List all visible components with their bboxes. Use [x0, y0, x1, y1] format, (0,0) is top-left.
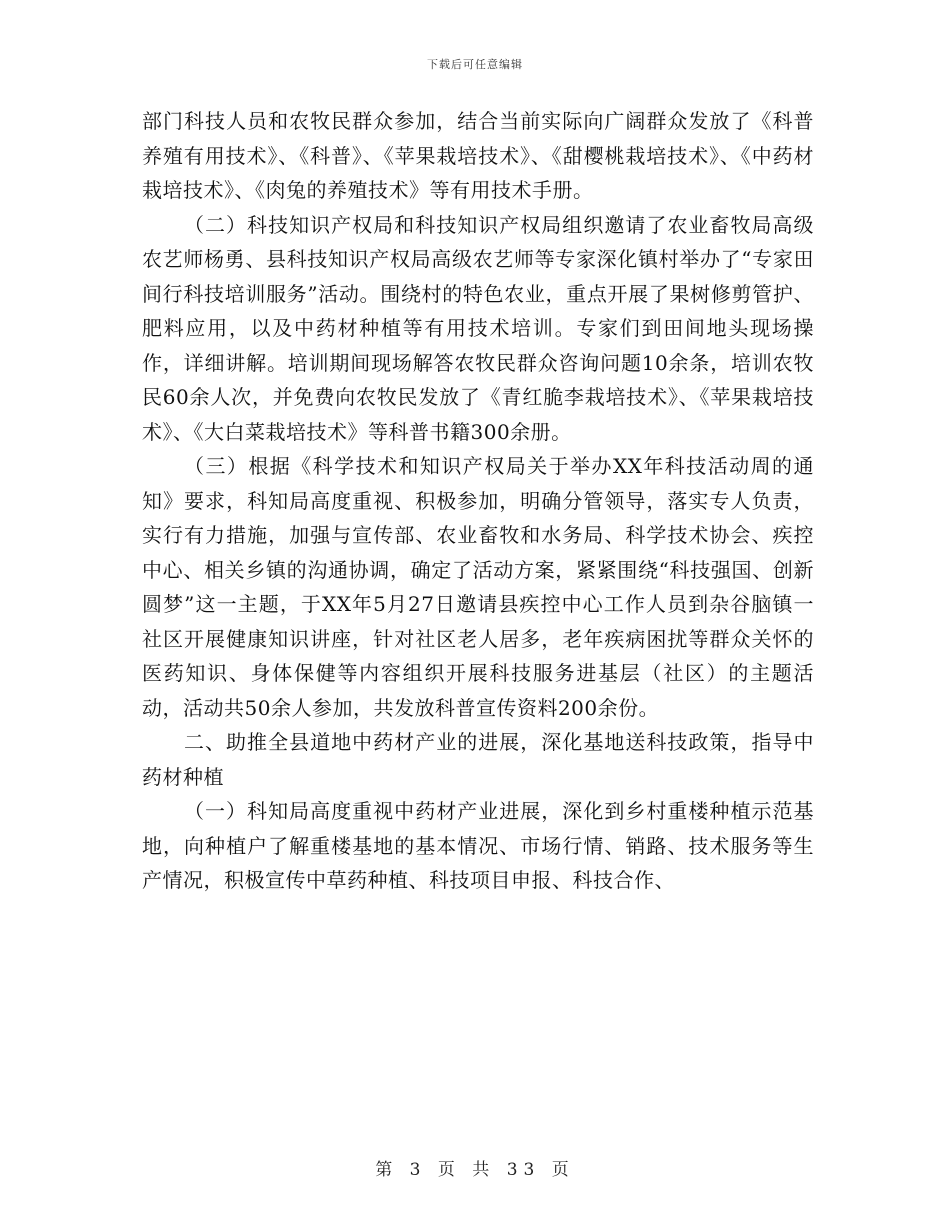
paragraph-continuation: 部门科技人员和农牧民群众参加，结合当前实际向广阔群众发放了《科普养殖有用技术》、《科普》、《苹果栽培技术》、《甜樱桃栽培技术》、《中药材栽培技术》、《肉兔的养殖技术》等有用技术手册。	[142, 109, 814, 202]
section-heading-two: 二、助推全县道地中药材产业的进展，深化基地送科技政策，指导中药材种植	[142, 730, 814, 789]
paragraph-section-2: （二）科技知识产权局和科技知识产权局组织邀请了农业畜牧局高级农艺师杨勇、县科技知识产权局高级农艺师等专家深化镇村举办了“专家田间行科技培训服务”活动。围绕村的特色农业，重点开展了果树修剪管护、肥料应用，以及中药材种植等有用技术培训。专家们到田间地头现场操作，详细讲解。培训期间现场解答农牧民群众咨询问题10余条，培训农牧民60余人次，并免费向农牧民发放了《青红脆李栽培技术》、《苹果栽培技术》、《大白菜栽培技术》等科普书籍300余册。	[142, 212, 814, 444]
page-number: 第 3 页 共 33 页	[375, 1160, 575, 1180]
page-header: 下载后可任意编辑	[427, 58, 523, 71]
paragraph-section-3: （三）根据《科学技术和知识产权局关于举办XX年科技活动周的通知》要求，科知局高度重视、积极参加，明确分管领导，落实专人负责，实行有力措施，加强与宣传部、农业畜牧和水务局、科学技术协会、疾控中心、相关乡镇的沟通协调，确定了活动方案，紧紧围绕“科技强国、创新圆梦”这一主题，于XX年5月27日邀请县疾控中心工作人员到杂谷脑镇一社区开展健康知识讲座，针对社区老人居多，老年疾病困扰等群众关怀的医药知识、身体保健等内容组织开展科技服务进基层（社区）的主题活动，活动共50余人参加，共发放科普宣传资料200余份。	[142, 454, 814, 720]
paragraph-subsection-1: （一）科知局高度重视中药材产业进展，深化到乡村重楼种植示范基地，向种植户了解重楼基地的基本情况、市场行情、销路、技术服务等生产情况，积极宣传中草药种植、科技项目申报、科技合作、	[142, 799, 814, 892]
document-body	[142, 104, 814, 898]
